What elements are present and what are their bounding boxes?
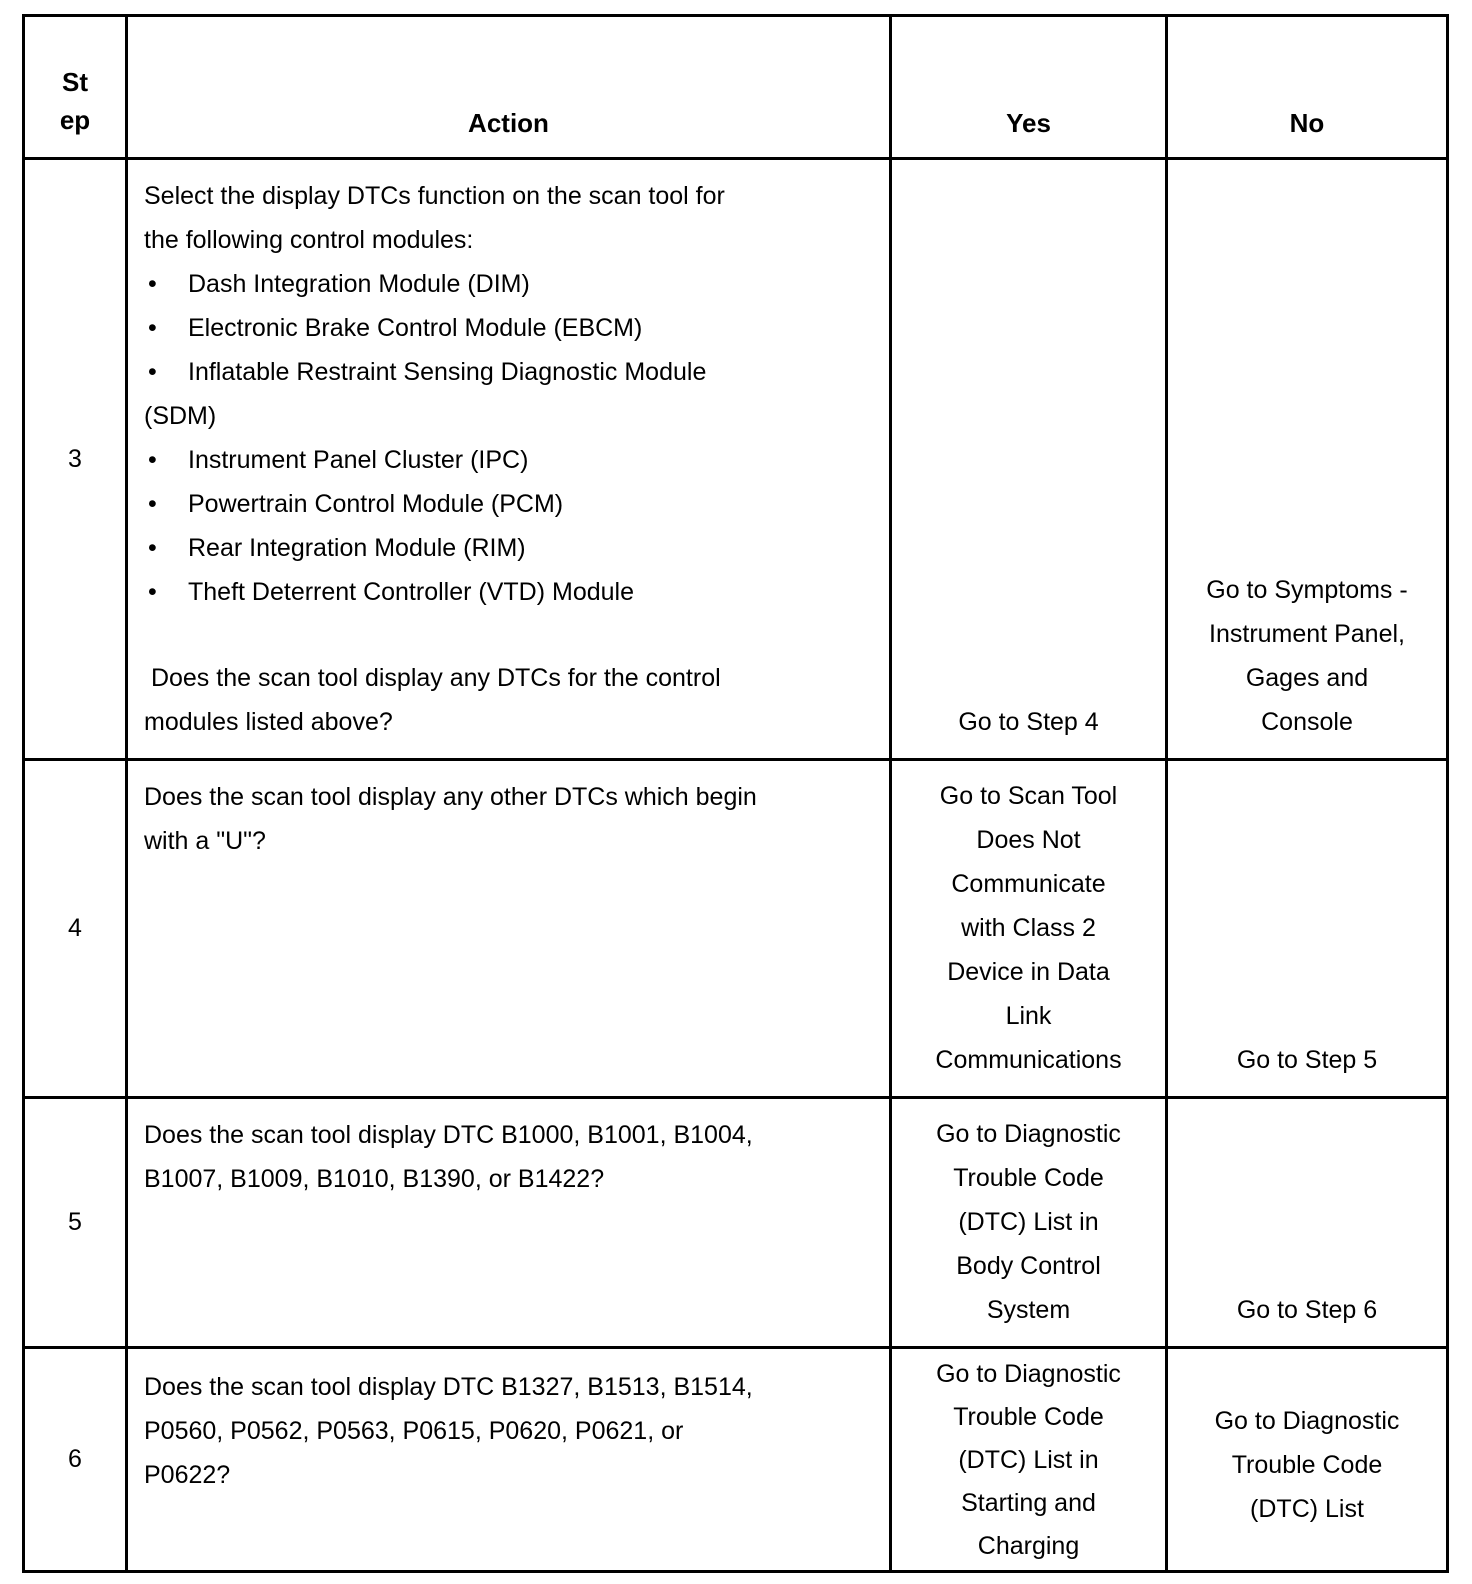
action-text: with a "U"?: [144, 827, 266, 855]
no-cell: [1167, 159, 1448, 760]
bullet-item: • Electronic Brake Control Module (EBCM): [148, 314, 643, 342]
bullet-item: • Inflatable Restraint Sensing Diagnostic Module: [148, 358, 707, 386]
no-cell: [1167, 1348, 1448, 1572]
no-text: Console: [1261, 708, 1353, 736]
yes-text: (DTC) List in: [958, 1446, 1099, 1474]
yes-text: Communicate: [951, 870, 1106, 898]
header-row: [24, 16, 1448, 159]
yes-text: Go to Step 4: [958, 708, 1099, 736]
yes-text: Starting and: [961, 1489, 1096, 1517]
no-text: Trouble Code: [1231, 1450, 1383, 1479]
action-text: Does the scan tool display DTC B1327, B1513, B1514,: [144, 1373, 753, 1401]
yes-text: System: [986, 1296, 1071, 1324]
question-text: Does the scan tool display any DTCs for the control: [144, 664, 721, 692]
bullet-item: • Theft Deterrent Controller (VTD) Module: [148, 578, 634, 606]
action-text: Does the scan tool display any other DTCs which begin: [144, 783, 757, 811]
header-step-line2: ep: [59, 105, 91, 135]
no-text: Go to Diagnostic: [1214, 1406, 1400, 1435]
action-text: B1007, B1009, B1010, B1390, or B1422?: [144, 1165, 605, 1193]
yes-text: Go to Scan Tool: [939, 782, 1118, 810]
yes-text: Go to Diagnostic: [936, 1120, 1121, 1148]
action-cell: [127, 159, 891, 760]
yes-cell: [891, 1348, 1167, 1572]
table-row-step-4: [24, 760, 1448, 1098]
bullet-item: • Dash Integration Module (DIM): [148, 270, 530, 298]
action-cell: [127, 1348, 891, 1572]
step-number: 6: [24, 1348, 127, 1572]
header-step-line1: St: [62, 67, 88, 97]
yes-text: (DTC) List in: [958, 1208, 1099, 1236]
yes-text: Charging: [977, 1532, 1080, 1560]
no-text: (DTC) List: [1250, 1494, 1364, 1523]
action-text: Does the scan tool display DTC B1000, B1001, B1004,: [144, 1121, 753, 1149]
yes-text: Does Not: [976, 826, 1081, 854]
yes-text: Communications: [935, 1046, 1122, 1074]
no-text: Go to Step 5: [1236, 1046, 1378, 1074]
yes-cell: [891, 1098, 1167, 1348]
no-cell: [1167, 760, 1448, 1098]
yes-cell: [891, 159, 1167, 760]
header-action: Action: [127, 16, 891, 159]
no-text: Go to Step 6: [1236, 1296, 1378, 1324]
yes-text: Trouble Code: [953, 1403, 1104, 1431]
header-no: No: [1167, 16, 1448, 159]
bullet-item: • Instrument Panel Cluster (IPC): [148, 446, 529, 474]
bullet-item: • Powertrain Control Module (PCM): [148, 490, 564, 518]
yes-text: Device in Data: [947, 958, 1110, 986]
yes-text: Body Control: [956, 1252, 1101, 1280]
yes-cell: [891, 760, 1167, 1098]
no-text: Go to Symptoms -: [1206, 576, 1408, 604]
no-text: Gages and: [1245, 664, 1369, 692]
yes-text: with Class 2: [961, 914, 1096, 942]
action-cell: [127, 1098, 891, 1348]
table-row-step-3: [24, 159, 1448, 760]
header-step: [24, 16, 127, 159]
yes-text: Trouble Code: [953, 1164, 1104, 1192]
step-number: 3: [24, 159, 127, 760]
spacer: [144, 614, 873, 656]
diagnostic-table: [22, 14, 1449, 1573]
yes-text: Link: [1005, 1002, 1052, 1030]
action-text: P0560, P0562, P0563, P0615, P0620, P0621, or: [144, 1417, 684, 1445]
header-yes: Yes: [891, 16, 1167, 159]
no-text: Instrument Panel,: [1209, 620, 1405, 648]
action-text: P0622?: [144, 1461, 231, 1489]
no-cell: [1167, 1098, 1448, 1348]
table-row-step-5: [24, 1098, 1448, 1348]
action-text: Select the display DTCs function on the scan tool for: [144, 182, 725, 210]
action-text: the following control modules:: [144, 226, 474, 254]
question-text: modules listed above?: [144, 708, 393, 736]
bullet-item: • Rear Integration Module (RIM): [148, 534, 526, 562]
yes-text: Go to Diagnostic: [936, 1360, 1121, 1388]
table-row-step-6: [24, 1348, 1448, 1572]
action-cell: [127, 760, 891, 1098]
bullet-continuation: (SDM): [144, 402, 217, 430]
step-number: 5: [24, 1098, 127, 1348]
step-number: 4: [24, 760, 127, 1098]
